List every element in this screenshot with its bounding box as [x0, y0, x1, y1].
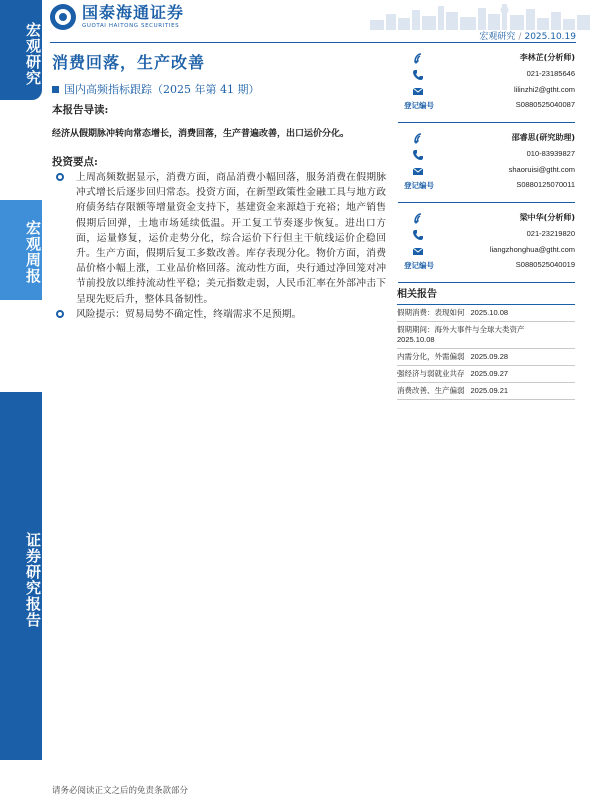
related-report-link[interactable]	[397, 349, 575, 366]
intro-label: 本报告导读:	[52, 104, 109, 116]
analyst-name: 李林芷(分析师)	[519, 53, 575, 62]
report-subtitle	[52, 81, 259, 97]
analyst-email[interactable]: shaoruisi@gtht.com	[508, 165, 575, 174]
key-point-item	[56, 307, 386, 322]
analyst-name: 梁中华(分析师)	[519, 213, 575, 222]
analyst-divider	[398, 202, 575, 203]
registration-number: S0880525040019	[515, 260, 575, 269]
phone-icon	[412, 69, 424, 81]
registration-label: 登记编号	[404, 261, 434, 270]
brand-name-cn: 国泰海通证券	[82, 3, 185, 22]
bullet-icon	[56, 310, 64, 318]
key-points-list	[56, 170, 386, 322]
registration-number: S0880125070011	[516, 180, 575, 189]
analyst-icon	[412, 212, 424, 224]
header-meta: 宏观研究 / 2025.10.19	[479, 32, 576, 42]
registration-label: 登记编号	[404, 101, 434, 110]
analyst-email[interactable]: liangzhonghua@gtht.com	[489, 245, 575, 254]
related-report-link[interactable]	[397, 366, 575, 383]
related-report-link[interactable]	[397, 322, 575, 349]
logo-icon	[50, 4, 76, 30]
related-report-title: 假期期间：海外大事件与全球大类资产	[397, 325, 525, 334]
email-icon	[412, 85, 424, 97]
intro-text: 经济从假期脉冲转向常态增长，消费回落，生产普遍改善，出口运价分化。	[52, 129, 350, 139]
brand-logo	[50, 4, 184, 30]
phone-icon	[412, 229, 424, 241]
sidebar-tab-securities-report: 证券研究报告	[0, 392, 42, 760]
related-report-date: 2025.10.08	[397, 335, 435, 344]
related-report-link[interactable]	[397, 305, 575, 322]
analyst-phone: 021-23185646	[526, 69, 575, 78]
related-report-title: 消费改善、生产偏弱	[397, 386, 465, 395]
phone-icon	[412, 149, 424, 161]
sidebar-tab-macro-weekly: 宏观周报	[0, 200, 42, 300]
header-category: 宏观研究	[479, 32, 516, 42]
header-date: 2025.10.19	[524, 32, 576, 42]
analyst-icon	[412, 132, 424, 144]
registration-label: 登记编号	[404, 181, 434, 190]
related-report-title: 假期消费：表现如何	[397, 308, 465, 317]
sidebar-tab-macro-research: 宏观研究	[0, 0, 42, 100]
square-bullet-icon	[52, 86, 59, 93]
related-reports	[397, 285, 575, 400]
email-icon	[412, 165, 424, 177]
analyst-name: 邵睿思(研究助理)	[511, 133, 575, 142]
report-title: 消费回落，生产改善	[52, 53, 206, 72]
analyst-divider	[398, 282, 575, 283]
related-reports-title: 相关报告	[397, 285, 575, 305]
analyst-icon	[412, 52, 424, 64]
city-skyline-graphic	[370, 0, 590, 30]
key-point-text: 上周高频数据显示，消费方面，商品消费小幅回落，服务消费在假期脉冲式增长后逐步回归常态。投资方面，在新型政策性金融工具与地方政府债务结存限额等增量资金支持下，基建资金来源趋于充裕；地产销售假期后回弹，土地市场延续低温。开工复工节奏逐步恢复。进出口方面，运量修复，运价走势分化，综合运价下行但主干航线运价企稳回升。生产方面，假期后复工多数改善。库存表现分化。物价方面，消费品价格小幅上涨，工业品价格回落。流动性方面，央行通过净回笼对冲节前投放以维持流动性平稳；美元指数走弱，人民币汇率在外部冲击下呈现先贬后升，整体具备韧性。	[76, 172, 386, 305]
email-icon	[412, 245, 424, 257]
analyst-panel	[398, 52, 575, 292]
key-point-item	[56, 170, 386, 307]
analyst-card	[398, 132, 575, 212]
related-report-date: 2025.09.21	[470, 386, 509, 395]
related-report-title: 内需分化，外需偏弱	[397, 352, 465, 361]
analyst-card	[398, 212, 575, 292]
bullet-icon	[56, 173, 64, 181]
analyst-card	[398, 52, 575, 132]
key-points-label: 投资要点:	[52, 156, 98, 168]
header-divider	[50, 42, 576, 43]
analyst-divider	[398, 122, 575, 123]
left-sidebar	[0, 0, 42, 800]
report-subtitle-text: 国内高频指标跟踪（2025 年第 41 期）	[64, 83, 260, 96]
disclaimer-footer: 请务必阅读正文之后的免责条款部分	[52, 786, 189, 796]
key-point-text: 风险提示：贸易局势不确定性，终端需求不足预期。	[76, 308, 302, 320]
analyst-phone: 021-23219820	[526, 229, 575, 238]
brand-name-en: GUOTAI HAITONG SECURITIES	[82, 23, 180, 29]
analyst-phone: 010-83939827	[526, 149, 575, 158]
registration-number: S0880525040087	[515, 100, 575, 109]
related-report-date: 2025.10.08	[470, 308, 509, 317]
related-report-title: 强经济与弱就业共存	[397, 369, 465, 378]
analyst-email[interactable]: lilinzhi2@gtht.com	[514, 85, 575, 94]
related-report-link[interactable]	[397, 383, 575, 400]
related-report-date: 2025.09.28	[470, 352, 509, 361]
related-report-date: 2025.09.27	[470, 369, 509, 378]
